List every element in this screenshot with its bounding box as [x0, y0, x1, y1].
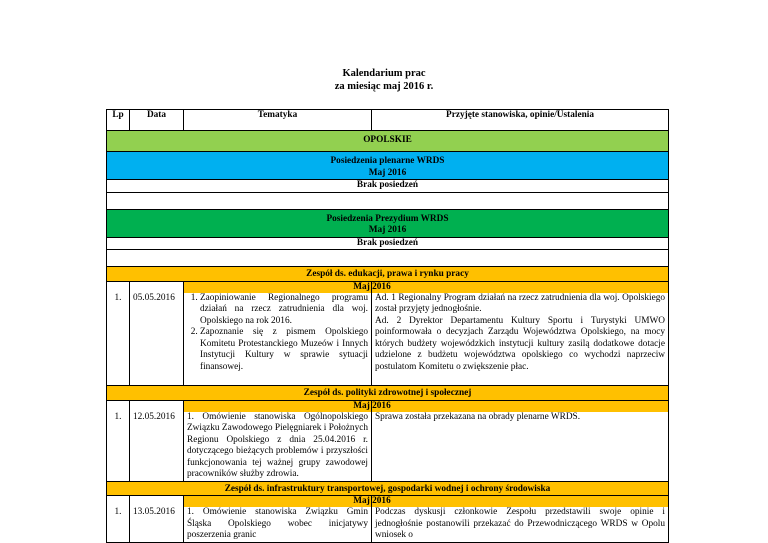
team3-title: Zespół ds. infrastruktury transportowej, gospodarki wodnej i ochrony środowiska [224, 483, 551, 494]
document-subtitle: za miesiąc maj 2016 r. [334, 81, 434, 92]
header-date: Data [130, 110, 184, 131]
team3-row [107, 496, 669, 543]
document-title: Kalendarium prac [342, 68, 426, 79]
team3-date: 13.05.2016 [133, 507, 175, 517]
plenary-month: Maj 2016 [368, 167, 407, 178]
team2-title: Zespół ds. polityki zdrowotnej i społecznej [303, 388, 472, 398]
team1-topics [187, 293, 368, 374]
team2-result: Sprawa została przekazana na obrady plenarne WRDS. [375, 411, 581, 422]
header-row [107, 110, 669, 131]
plenary-title: Posiedzenia plenarne WRDS [330, 156, 445, 166]
team2-lp: 1. [114, 411, 122, 422]
team2-date: 12.05.2016 [133, 411, 175, 422]
team2-band [107, 386, 669, 401]
team3-band [107, 481, 669, 496]
team1-result-2: Ad. 2 Dyrektor Departamentu Kultury Sportu i Turystyki UMWO poinformowała o decyzjach Zarządu Województwa Opolskiego, na mocy których budżety wojewódzkich instytucji kultury zasilą dodatkowe dotacje udzielone z budżetu województwa opolskiego co wychodzi naprzeciw postulatom Komitetu o zwiększenie płac. [375, 315, 665, 372]
team1-row [107, 281, 669, 386]
team1-topic-1: 1. Zaopiniowanie Regionalnego programu działań na rzecz zatrudnienia dla woj. Opolskiego na rok 2016. [200, 293, 368, 328]
team3-result: Podczas dyskusji członkowie Zespołu przedstawili swoje opinie i jednogłośnie postanowili przekazać do Przewodniczącego WRDS w Opolu wniosek o [375, 507, 665, 540]
plenary-note-row [107, 180, 669, 193]
team3-month: Maj 2016 [353, 496, 391, 506]
team3-lp: 1. [114, 507, 122, 517]
team1-result-1: Ad. 1 Regionalny Program działań na rzecz zatrudnienia dla woj. Opolskiego został przyjęty jednogłośnie. [375, 292, 665, 314]
presidium-title: Posiedzenia Prezydium WRDS [326, 213, 449, 224]
region-band [107, 131, 669, 152]
team1-title: Zespół ds. edukacji, prawa i rynku pracy [306, 269, 469, 279]
team2-row [107, 400, 669, 481]
plenary-note: Brak posiedzeń [107, 180, 669, 193]
team2-month: Maj 2016 [353, 400, 391, 411]
team1-lp: 1. [114, 292, 122, 303]
header-positions: Przyjęte stanowiska, opinie/Ustalenia [372, 110, 669, 131]
presidium-band [107, 209, 669, 237]
region-label: OPOLSKIE [107, 131, 669, 152]
team1-month: Maj 2016 [353, 281, 391, 292]
presidium-note-row [107, 237, 669, 250]
team1-date: 05.05.2016 [133, 292, 175, 303]
team1-band [107, 267, 669, 282]
team1-topic-2: 2. Zapoznanie się z pismem Opolskiego Komitetu Protestanckiego Muzeów i Innych Instytucji Kultury w sprawie sytuacji finansowej. [200, 327, 368, 373]
calendar-table [106, 109, 669, 543]
presidium-note: Brak posiedzeń [107, 237, 669, 250]
spacer-row [107, 250, 669, 267]
header-lp: Lp [107, 110, 130, 131]
plenary-band [107, 152, 669, 180]
team2-topic: 1. Omówienie stanowiska Ogólnopolskiego Związku Zawodowego Pielęgniarek i Położnych Regionu Opolskiego z dnia 25.04.2016 r. dotyczącego bieżących problemów i przyszłości funkcjonowania tej ważnej grupy zawodowej pracowników służby zdrowia. [187, 411, 368, 479]
spacer-row [107, 192, 669, 209]
presidium-month: Maj 2016 [368, 225, 407, 235]
header-topic: Tematyka [184, 110, 372, 131]
team3-topic: 1. Omówienie stanowiska Związku Gmin Śląska Opolskiego wobec inicjatywy poszerzenia granic [187, 507, 368, 540]
